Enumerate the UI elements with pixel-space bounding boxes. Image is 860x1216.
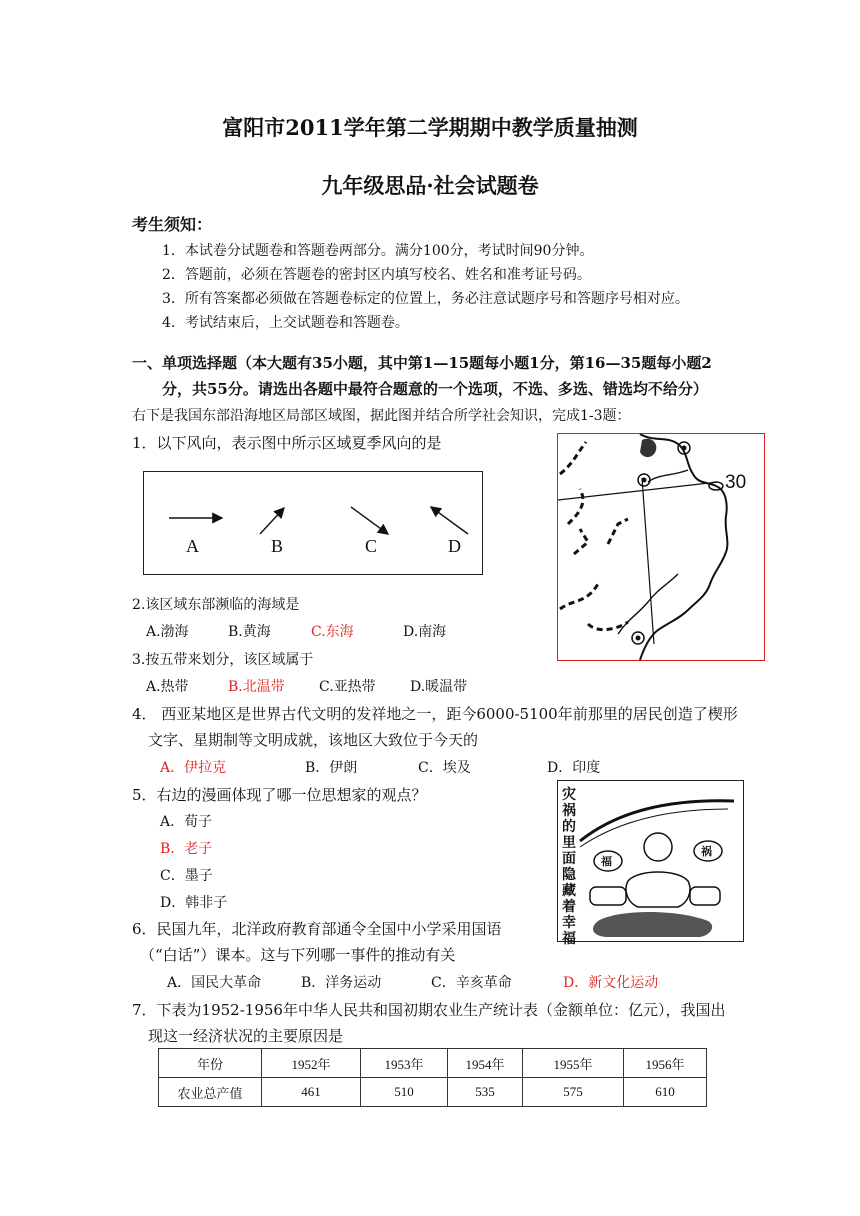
table-header-cell: 农业总产值	[159, 1078, 262, 1107]
question-1: 1．以下风向，表示图中所示区域夏季风向的是	[132, 434, 442, 452]
q3-option-d: D.暖温带	[410, 679, 468, 695]
table-row	[159, 1049, 707, 1078]
notice-item: 2．答题前，必须在答题卷的密封区内填写校名、姓名和准考证号码。	[162, 267, 591, 283]
notice-item: 3．所有答案都必须做在答题卷标定的位置上，务必注意试题序号和答题序号相对应。	[162, 291, 689, 307]
question-5: 5．右边的漫画体现了哪一位思想家的观点？	[132, 786, 427, 804]
q3-option-b-answer: B.北温带	[228, 679, 285, 695]
q2-option-b: B.黄海	[228, 624, 271, 640]
q4-option-d: D．印度	[547, 760, 601, 776]
q5-option-a: A．荀子	[160, 814, 213, 830]
cartoon-drawing	[558, 781, 743, 941]
table-cell: 575	[523, 1078, 624, 1107]
arrow-b	[260, 508, 284, 534]
section-heading: 一、单项选择题（本大题有35小题，其中第1—15题每小题1分，第16—35题每小题2	[132, 354, 712, 372]
q2-option-d: D.南海	[403, 624, 447, 640]
q5-option-d: D．韩非子	[160, 895, 228, 911]
arrow-c	[351, 507, 388, 534]
q6-option-d-answer: D．新文化运动	[563, 975, 659, 991]
table-cell: 461	[262, 1078, 361, 1107]
section-heading-cont: 分，共55分。请选出各题中最符合题意的一个选项，不选、多选、错选均不给分）	[162, 380, 708, 398]
cartoon-image	[557, 780, 744, 947]
q2-option-c-answer: C.东海	[311, 624, 354, 640]
table-header-cell: 年份	[159, 1049, 262, 1078]
table-cell: 1955年	[523, 1049, 624, 1078]
question-6-cont: （“白话”）课本。这与下列哪一事件的推动有关	[140, 946, 456, 964]
q3-option-a: A.热带	[146, 679, 189, 695]
arrow-d	[431, 507, 468, 534]
table-cell: 1952年	[262, 1049, 361, 1078]
q6-option-b: B．洋务运动	[301, 975, 382, 991]
section-intro: 右下是我国东部沿海地区局部区域图，据此图并结合所学社会知识，完成1-3题：	[132, 408, 631, 424]
q4-option-b: B．伊朗	[305, 760, 358, 776]
q6-option-c: C．辛亥革命	[431, 975, 512, 991]
q5-option-c: C．墨子	[160, 868, 213, 884]
page-subtitle: 九年级思品·社会试题卷	[321, 173, 539, 198]
q5-option-b-answer: B．老子	[160, 841, 213, 857]
cartoon-badge-right: 祸	[701, 845, 712, 858]
q3-option-c: C.亚热带	[319, 679, 376, 695]
page-title: 富阳市2011学年第二学期期中教学质量抽测	[222, 115, 638, 140]
agriculture-table	[158, 1048, 707, 1107]
wind-direction-box	[143, 471, 483, 575]
question-3: 3.按五带来划分，该区域属于	[132, 652, 314, 668]
notice-item: 4．考试结束后，上交试题卷和答题卷。	[162, 315, 409, 331]
table-cell: 1953年	[361, 1049, 448, 1078]
cartoon-caption: 灾祸的里面隐藏着幸福	[562, 787, 576, 947]
q4-option-a-answer: A．伊拉克	[160, 760, 227, 776]
notice-item: 1．本试卷分试题卷和答题卷两部分。满分100分，考试时间90分钟。	[162, 243, 594, 259]
table-cell: 610	[624, 1078, 707, 1107]
question-7-cont: 现这一经济状况的主要原因是	[148, 1027, 344, 1045]
latitude-label: 30	[725, 472, 747, 493]
table-row	[159, 1078, 707, 1107]
q6-option-a: A．国民大革命	[167, 975, 262, 991]
notice-heading: 考生须知：	[132, 215, 213, 234]
option-label-a: A	[186, 536, 199, 556]
question-4-cont: 文字、星期制等文明成就，该地区大致位于今天的	[148, 731, 479, 749]
table-cell: 1956年	[624, 1049, 707, 1078]
q2-option-a: A.渤海	[146, 624, 189, 640]
question-2: 2.该区域东部濒临的海域是	[132, 597, 300, 613]
map-drawing	[558, 434, 764, 660]
question-6: 6．民国九年，北洋政府教育部通令全国中小学采用国语	[132, 920, 502, 938]
region-map	[557, 433, 765, 661]
question-7: 7．下表为1952-1956年中华人民共和国初期农业生产统计表（金额单位：亿元），我国出	[132, 1001, 726, 1019]
q4-option-c: C．埃及	[418, 760, 471, 776]
table-cell: 535	[448, 1078, 523, 1107]
table-cell: 1954年	[448, 1049, 523, 1078]
option-label-d: D	[448, 536, 461, 556]
cartoon-badge-left: 福	[601, 855, 612, 868]
option-label-c: C	[365, 536, 378, 556]
table-cell: 510	[361, 1078, 448, 1107]
question-4: 4． 西亚某地区是世界古代文明的发祥地之一，距今6000-5100年前那里的居民创造了楔形	[132, 705, 738, 723]
wind-arrows	[144, 472, 482, 574]
option-label-b: B	[271, 536, 284, 556]
